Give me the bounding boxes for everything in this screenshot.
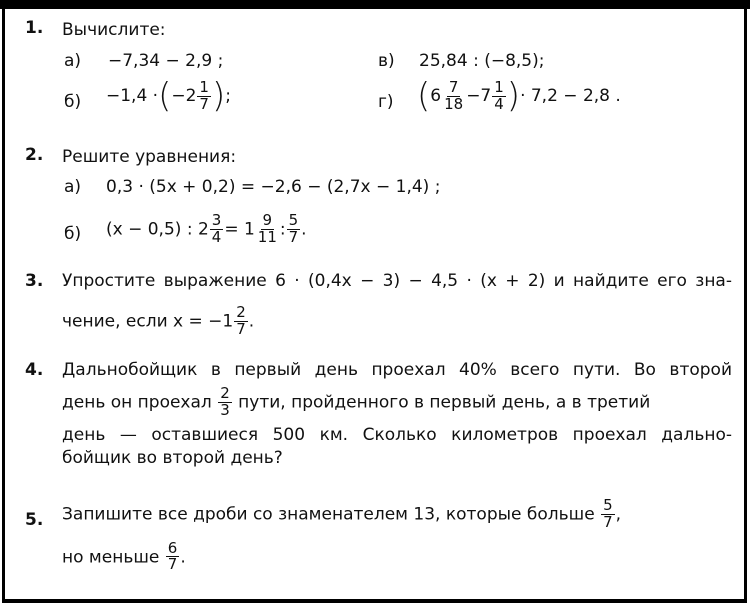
task-1v-expression: 25,84 : (−8,5);	[419, 51, 545, 71]
task-3-text	[62, 271, 732, 338]
task-2b-label: б)	[64, 224, 82, 244]
fraction: $\frac{7}{18}$	[444, 77, 464, 113]
task-5-line-2: но меньше $\frac{6}{7}$ .	[62, 538, 186, 574]
task-4-number: 4.	[25, 360, 44, 380]
task-2a-label: а)	[64, 177, 82, 197]
task-3-line-1: Упростите выражение 6 · (0,4x − 3) − 4,5 · (x + 2) и найдите его зна-	[62, 271, 732, 291]
task-4-line-2: день он проехал $\frac{2}{3}$ пути, пройденного в первый день, а в третий	[62, 384, 651, 419]
task-1-number: 1.	[25, 18, 44, 38]
task-1b-expression: −1,4 ·(−2 $\frac{1}{7}$ );	[106, 76, 231, 116]
task-4-line-3: день — оставшиеся 500 км. Сколько километров проехал дально-	[62, 424, 732, 445]
task-1b-label: б)	[64, 92, 82, 112]
fraction: $\frac{2}{7}$	[236, 303, 246, 338]
fraction: $\frac{2}{3}$	[220, 384, 230, 419]
task-1v-label: в)	[378, 51, 395, 71]
task-2-number: 2.	[25, 145, 44, 165]
task-2-title: Решите уравнения:	[62, 147, 237, 167]
fraction: $\frac{6}{7}$	[167, 538, 178, 574]
task-4-text	[62, 360, 732, 468]
task-3-number: 3.	[25, 271, 44, 291]
fraction: $\frac{3}{4}$	[211, 211, 222, 246]
task-2b-equation: (x − 0,5) : 2 $\frac{3}{4}$ = 1 $\frac{9}{11}$ : $\frac{5}{7}$ .	[106, 211, 307, 246]
task-2a-equation: 0,3 · (5x + 0,2) = −2,6 − (2,7x − 1,4) ;	[106, 177, 441, 197]
task-3-line-2: чение, если x = −1 $\frac{2}{7}$ .	[62, 303, 255, 338]
top-border	[0, 0, 750, 9]
task-1a-label: а)	[64, 51, 82, 71]
fraction: $\frac{5}{7}$	[288, 211, 299, 246]
task-1g-expression: (6 $\frac{7}{18}$ −7 $\frac{1}{4}$ )· 7,2 − 2,8 .	[417, 76, 621, 116]
task-1a-expression: −7,34 − 2,9 ;	[108, 51, 224, 71]
task-4-line-1: Дальнобойщик в первый день проехал 40% всего пути. Во второй	[62, 360, 732, 380]
fraction: $\frac{5}{7}$	[603, 496, 613, 531]
fraction: $\frac{1}{7}$	[199, 77, 209, 113]
task-5-line-1: Запишите все дроби со знаменателем 13, которые больше $\frac{5}{7}$ ,	[62, 496, 622, 531]
fraction: $\frac{1}{4}$	[494, 77, 504, 113]
task-1g-label: г)	[378, 92, 394, 112]
task-1-title: Вычислите:	[62, 20, 166, 40]
task-5-text	[62, 498, 621, 573]
task-5-number: 5.	[25, 510, 44, 530]
fraction: $\frac{9}{11}$	[257, 211, 277, 246]
task-4-line-4: бойщик во второй день?	[62, 447, 283, 468]
